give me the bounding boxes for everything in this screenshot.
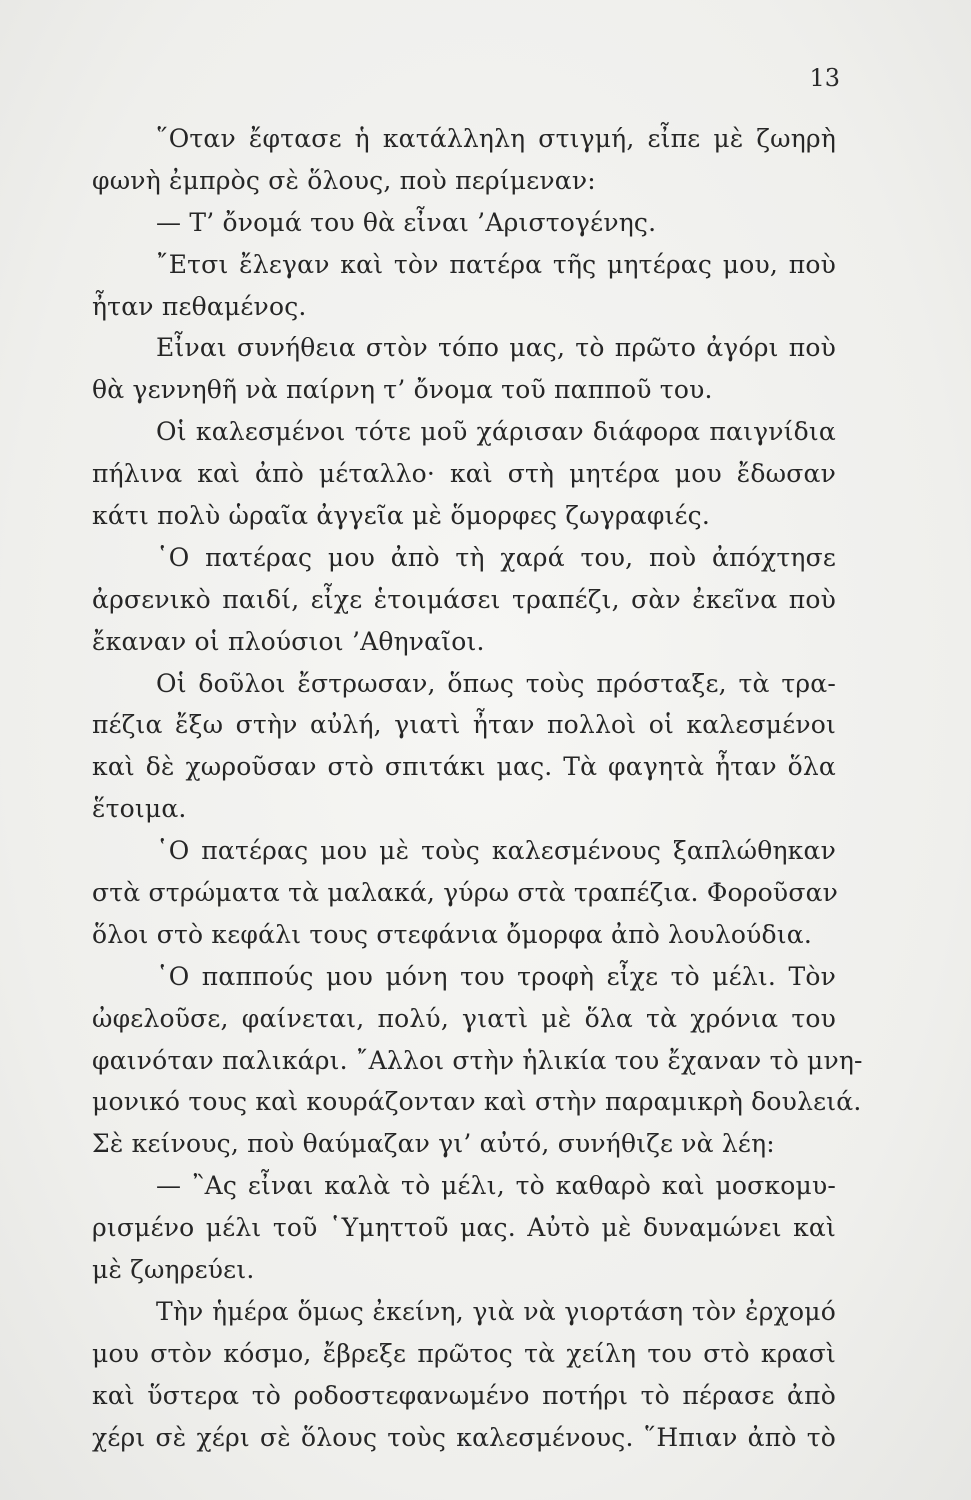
body-text <box>92 118 863 1459</box>
page-number: 13 <box>809 64 840 92</box>
text-line: θὰ γεννηθῆ νὰ παίρνη τ’ ὄνομα τοῦ παπποῦ του. <box>92 375 713 405</box>
text-line: καὶ δὲ χωροῦσαν στὸ σπιτάκι μας. Τὰ φαγητὰ ἦταν ὅλα <box>92 752 836 782</box>
text-line: ῎Ετσι ἔλεγαν καὶ τὸν πατέρα τῆς μητέρας μου, ποὺ <box>156 249 836 279</box>
text-line: μονικό τους καὶ κουράζονταν καὶ στὴν παραμικρὴ δουλειά. <box>92 1087 862 1117</box>
text-line: ἀρσενικὸ παιδί, εἶχε ἑτοιμάσει τραπέζι, σὰν ἐκεῖνα ποὺ <box>92 584 836 614</box>
text-line: στὰ στρώματα τὰ μαλακά, γύρω στὰ τραπέζια. Φοροῦσαν <box>92 878 839 908</box>
text-line: ῾Ο πατέρας μου μὲ τοὺς καλεσμένους ξαπλώθηκαν <box>156 836 836 866</box>
text-line: κάτι πολὺ ὡραῖα ἀγγεῖα μὲ ὅμορφες ζωγραφιές. <box>92 501 711 531</box>
text-line: ἦταν πεθαμένος. <box>92 291 307 321</box>
text-line: Τὴν ἡμέρα ὅμως ἐκείνη, γιὰ νὰ γιορτάση τὸν ἐρχομό <box>156 1296 836 1326</box>
text-line: καὶ ὕστερα τὸ ροδοστεφανωμένο ποτήρι τὸ πέρασε ἀπὸ <box>92 1380 836 1410</box>
text-line: ὅλοι στὸ κεφάλι τους στεφάνια ὄμορφα ἀπὸ λουλούδια. <box>92 919 813 949</box>
text-line: ἕτοιμα. <box>92 794 187 824</box>
text-line: — Τ’ ὄνομά του θὰ εἶναι ’Αριστογένης. <box>156 207 657 237</box>
text-line: — ῍Ας εἶναι καλὰ τὸ μέλι, τὸ καθαρὸ καὶ μοσκομυ- <box>156 1171 836 1201</box>
text-line: ὠφελοῦσε, φαίνεται, πολύ, γιατὶ μὲ ὅλα τὰ χρόνια του <box>92 1003 836 1033</box>
text-line: μὲ ζωηρεύει. <box>92 1255 255 1285</box>
text-line: χέρι σὲ χέρι σὲ ὅλους τοὺς καλεσμένους. ῞Ηπιαν ἀπὸ τὸ <box>92 1422 836 1452</box>
text-line: ρισμένο μέλι τοῦ ῾Υμηττοῦ μας. Αὐτὸ μὲ δυναμώνει καὶ <box>92 1213 836 1243</box>
text-line: Οἱ καλεσμένοι τότε μοῦ χάρισαν διάφορα παιγνίδια <box>156 417 836 447</box>
text-line: φωνὴ ἐμπρὸς σὲ ὅλους, ποὺ περίμεναν: <box>92 165 596 195</box>
text-line: πήλινα καὶ ἀπὸ μέταλλο· καὶ στὴ μητέρα μου ἔδωσαν <box>92 459 836 489</box>
text-line: ῾Ο πατέρας μου ἀπὸ τὴ χαρά του, ποὺ ἀπόχτησε <box>156 542 836 572</box>
text-line: Σὲ κείνους, ποὺ θαύμαζαν γι’ αὐτό, συνήθιζε νὰ λέη: <box>92 1129 775 1159</box>
text-line: ῞Οταν ἔφτασε ἡ κατάλληλη στιγμή, εἶπε μὲ ζωηρὴ <box>156 124 836 153</box>
text-line: πέζια ἔξω στὴν αὐλή, γιατὶ ἦταν πολλοὶ οἱ καλεσμένοι <box>92 710 836 740</box>
text-line: ἔκαναν οἱ πλούσιοι ’Αθηναῖοι. <box>92 626 485 656</box>
text-line: Οἱ δοῦλοι ἔστρωσαν, ὅπως τοὺς πρόσταξε, τὰ τρα- <box>156 668 836 698</box>
text-line: ῾Ο παππούς μου μόνη του τροφὴ εἶχε τὸ μέλι. Τὸν <box>156 961 836 991</box>
text-line: Εἶναι συνήθεια στὸν τόπο μας, τὸ πρῶτο ἀγόρι ποὺ <box>156 333 836 363</box>
text-line: μου στὸν κόσμο, ἔβρεξε πρῶτος τὰ χείλη του στὸ κρασὶ <box>92 1338 836 1368</box>
text-line: φαινόταν παλικάρι. ῎Αλλοι στὴν ἡλικία του ἔχαναν τὸ μνη- <box>92 1045 863 1075</box>
